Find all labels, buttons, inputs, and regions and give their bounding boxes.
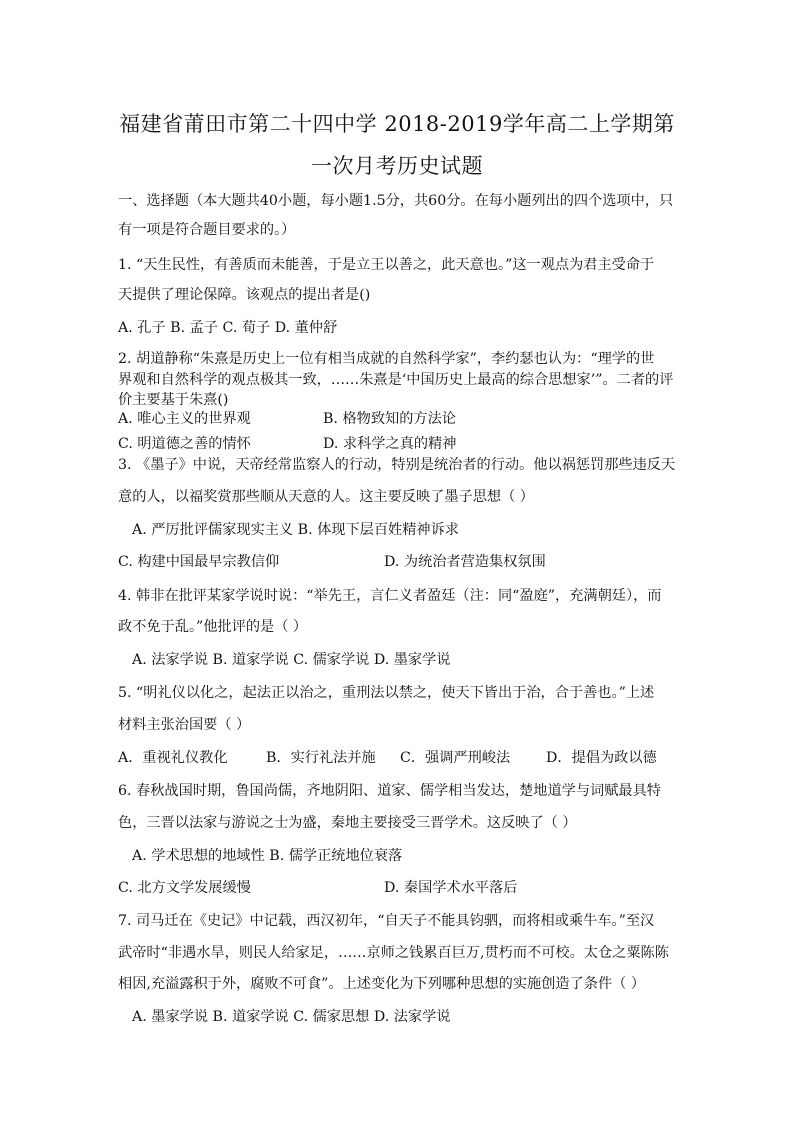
q7-text-line-3: 相因,充溢露积于外，腐败不可食”。上述变化为下列哪种思想的实施创造了条件（ ） — [118, 976, 646, 992]
q3-option-c: C. 构建中国最早宗教信仰 — [118, 554, 280, 570]
q5-option-c: C．强调严刑峻法 — [400, 750, 511, 766]
q3-options-row-2 — [118, 551, 688, 571]
q4-text-line-1: 4. 韩非在批评某家学说时说：“举先王，言仁义者盈廷（注：同“盈庭”，充满朝廷），而 — [118, 588, 662, 604]
q5-options-row — [118, 747, 688, 767]
q5-text-line-1: 5. “明礼仪以化之，起法正以治之，重刑法以禁之，使天下皆出于治，合于善也。”上述 — [118, 685, 655, 701]
q5-text-line-2: 材料主张治国要（ ） — [118, 717, 251, 733]
q2-option-c: C. 明道德之善的情怀 — [118, 436, 251, 452]
q2-text-line-1: 2. 胡道静称“朱熹是历史上一位有相当成就的自然科学家”，李约瑟也认为：“理学的世 — [118, 351, 655, 367]
q6-options-row-2 — [118, 877, 688, 897]
section-instructions-line-1: 一、选择题（本大题共40小题，每小题1.5分，共60分。在每小题列出的四个选项中，只 — [118, 193, 674, 209]
q7-options: A. 墨家学说 B. 道家学说 C. 儒家思想 D. 法家学说 — [132, 1009, 451, 1025]
q2-text-line-3: 价主要基于朱熹() — [118, 392, 229, 408]
q1-options: A. 孔子 B. 孟子 C. 荀子 D. 董仲舒 — [118, 320, 338, 336]
section-instructions-line-2: 有一项是符合题目要求的。） — [118, 222, 296, 238]
q4-text-line-2: 政不免于乱。”他批评的是（ ） — [118, 619, 308, 635]
q6-option-c: C. 北方文学发展缓慢 — [118, 880, 251, 896]
q3-option-d: D. 为统治者营造集权氛围 — [384, 554, 546, 570]
q2-option-a: A. 唯心主义的世界观 — [118, 411, 251, 427]
q1-text-line-1: 1. “天生民性，有善质而未能善，于是立王以善之，此天意也。”这一观点为君主受命于 — [118, 257, 655, 273]
q6-text-line-2: 色，三晋以法家与游说之士为盛，秦地主要接受三晋学术。这反映了（ ） — [118, 815, 577, 831]
exam-title-line-2: 一次月考历史试题 — [311, 154, 483, 178]
q2-options-row-2 — [118, 433, 688, 453]
q1-text-line-2: 天提供了理论保障。该观点的提出者是() — [118, 287, 371, 303]
q2-options-row-1 — [118, 408, 688, 428]
q6-options-ab: A. 学术思想的地域性 B. 儒学正统地位衰落 — [132, 848, 403, 864]
q5-option-d: D．提倡为政以德 — [546, 750, 657, 766]
exam-title-line-1: 福建省莆田市第二十四中学 2018-2019学年高二上学期第 — [119, 112, 675, 136]
q2-option-b: B. 格物致知的方法论 — [323, 411, 456, 427]
q7-text-line-1: 7. 司马迁在《史记》中记载，西汉初年，“自天子不能具钧驷，而将相或乘牛车。”至汉 — [118, 913, 655, 929]
q2-text-line-2: 界观和自然科学的观点极其一致，……朱熹是‘中国历史上最高的综合思想家’”。二者的评 — [118, 372, 674, 388]
q6-option-d: D. 秦国学术水平落后 — [384, 880, 518, 896]
q7-text-line-2: 武帝时“非遇水旱，则民人给家足，……京师之钱累百巨万,贯朽而不可校。太仓之粟陈陈 — [118, 945, 669, 961]
q4-options: A. 法家学说 B. 道家学说 C. 儒家学说 D. 墨家学说 — [132, 652, 451, 668]
q3-text-line-2: 意的人，以福奖赏那些顺从天意的人。这主要反映了墨子思想（ ） — [118, 489, 534, 505]
q5-option-b: B．实行礼法并施 — [266, 750, 376, 766]
q3-options-ab: A. 严厉批评儒家现实主义 B. 体现下层百姓精神诉求 — [132, 522, 459, 538]
q6-text-line-1: 6. 春秋战国时期，鲁国尚儒，齐地阴阳、道家、儒学相当发达，楚地道学与词赋最具特 — [118, 783, 661, 799]
q5-option-a: A．重视礼仪教化 — [118, 750, 228, 766]
q2-option-d: D. 求科学之真的精神 — [323, 436, 457, 452]
q3-text-line-1: 3. 《墨子》中说，天帝经常监察人的行动，特别是统治者的行动。他以祸惩罚那些违反天 — [118, 457, 676, 473]
